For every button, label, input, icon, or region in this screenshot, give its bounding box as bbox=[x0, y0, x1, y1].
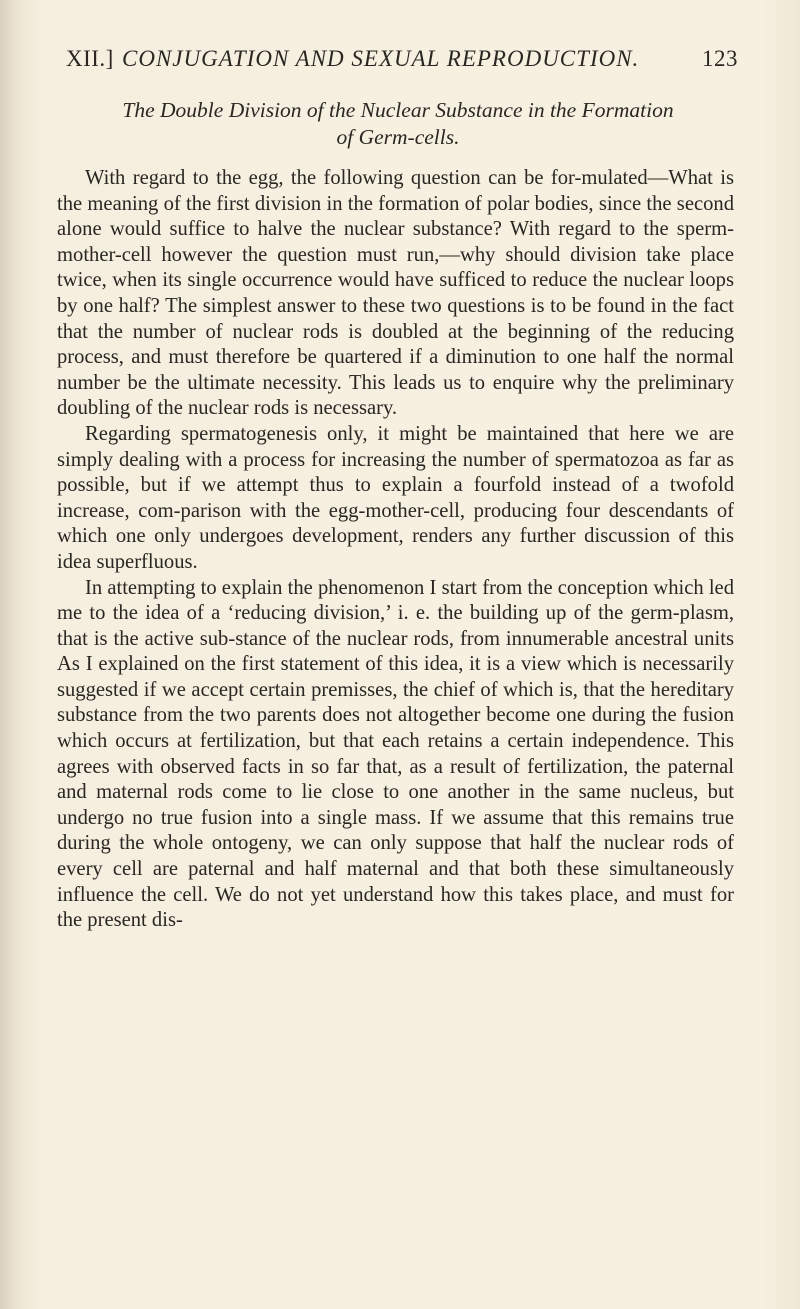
section-heading-line-2: of Germ-cells. bbox=[336, 125, 460, 149]
section-heading bbox=[88, 97, 708, 151]
paragraph-3: In attempting to explain the phenomenon I start from the conception which led me to the idea of a ‘reducing division,’ i. e. the building up of the germ-plasm, that is the active sub-stance of the nuclear rods, from innumerable ancestral units As I explained on the first statement of this idea, it is a view which is necessarily suggested if we accept certain premisses, the chief of which is, that the hereditary substance from the two parents does not altogether become one during the fusion which occurs at fertilization, but that each retains a certain independence. This agrees with observed facts in so far that, as a result of fertilization, the paternal and maternal rods come to lie close to one another in the same nucleus, but undergo no true fusion into a single mass. If we assume that this remains true during the whole ontogeny, we can only suppose that half the nuclear rods of every cell are paternal and half maternal and that both these simultaneously influence the cell. We do not yet understand how this takes place, and must for the present dis- bbox=[57, 576, 734, 932]
chapter-number: XII.] bbox=[66, 46, 114, 71]
paragraph-2: Regarding spermatogenesis only, it might be maintained that here we are simply dealing with a process for increasing the number of spermatozoa as far as possible, but if we attempt thus to explain a fourfold instead of a twofold increase, com-parison with the egg-mother-cell, producing four descendants of which one only undergoes development, renders any further discussion of this idea superfluous. bbox=[57, 422, 734, 573]
chapter-title: CONJUGATION AND SEXUAL REPRODUCTION. bbox=[122, 46, 640, 71]
section-heading-line-1: The Double Division of the Nuclear Substance in the Formation bbox=[122, 98, 674, 122]
page-number: 123 bbox=[702, 46, 738, 71]
paragraph-1: With regard to the egg, the following question can be for-mulated—What is the meaning of the first division in the formation of polar bodies, since the second alone would suffice to halve the nuclear substance? With regard to the sperm-mother-cell however the question must run,—why should division take place twice, when its single occurrence would have sufficed to reduce the nuclear loops by one half? The simplest answer to these two questions is to be found in the fact that the number of nuclear rods is doubled at the beginning of the reducing process, and must therefore be quartered if a diminution to one half the normal number be the ultimate necessity. This leads us to enquire why the preliminary doubling of the nuclear rods is necessary. bbox=[57, 167, 734, 420]
body-text bbox=[57, 166, 734, 934]
running-head bbox=[66, 46, 738, 86]
